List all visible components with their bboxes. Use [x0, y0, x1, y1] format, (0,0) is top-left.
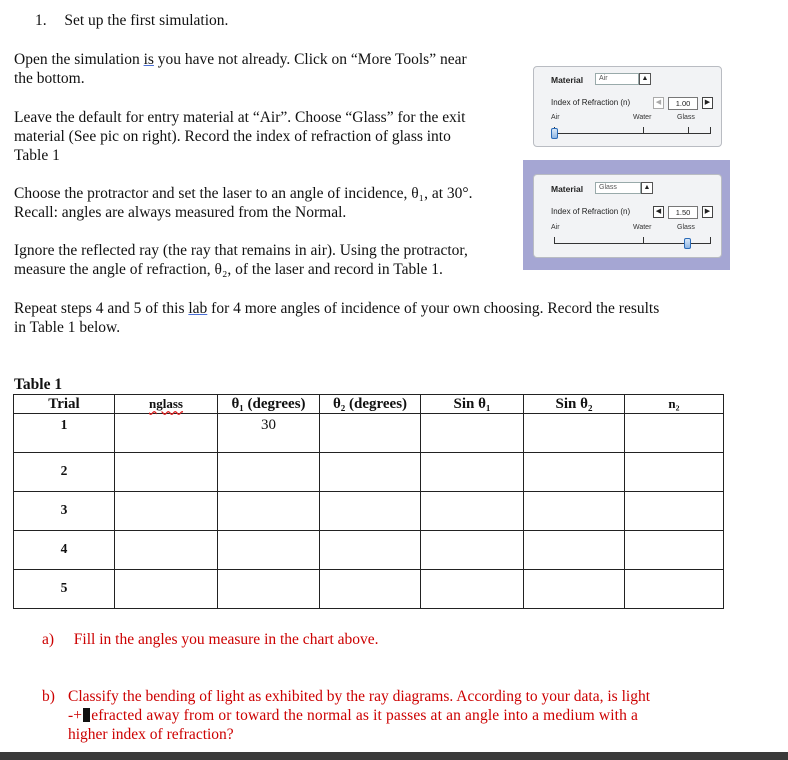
- header-sin-theta2: Sin θ₂: [524, 395, 625, 414]
- decrement-icon[interactable]: ◀: [653, 206, 664, 218]
- theta1-cell[interactable]: [218, 453, 320, 492]
- header-nglass: [115, 395, 218, 414]
- tick-label-glass: Glass: [677, 224, 695, 231]
- grammar-flag-word: lab: [188, 300, 208, 317]
- question-b: [68, 687, 698, 744]
- theta1-cell[interactable]: [218, 570, 320, 609]
- text-fragment: efracted away from or toward the normal as it passes at an angle into a medium with a: [91, 707, 639, 724]
- text-line: measure the angle of refraction, θ₂, of the laser and record in Table 1.: [14, 261, 443, 278]
- sin-theta1-cell[interactable]: [421, 531, 524, 570]
- header-trial: Trial: [14, 395, 115, 414]
- decrement-icon[interactable]: ◀: [653, 97, 664, 109]
- grammar-flag-word: is: [143, 51, 154, 68]
- slider-tick: [643, 237, 644, 244]
- theta1-cell[interactable]: 30: [218, 414, 320, 453]
- n2-cell[interactable]: [625, 492, 724, 531]
- nglass-cell[interactable]: [115, 531, 218, 570]
- text-fragment: Repeat steps 4 and 5 of this: [14, 300, 189, 317]
- slider-tick: [710, 127, 711, 134]
- text-line: Recall: angles are always measured from the Normal.: [14, 204, 347, 221]
- material-label: Material: [551, 184, 584, 194]
- sin-theta2-cell[interactable]: [524, 492, 625, 531]
- sin-theta1-cell[interactable]: [421, 570, 524, 609]
- header-theta1: θ₁ (degrees): [218, 395, 320, 414]
- table-row: [14, 570, 724, 609]
- trial-cell: 3: [14, 492, 115, 531]
- index-value[interactable]: 1.00: [668, 97, 698, 110]
- slider-tick: [643, 127, 644, 134]
- header-nglass-text: nglass: [149, 396, 183, 411]
- material-dropdown-icon[interactable]: ▲: [641, 182, 653, 194]
- sin-theta1-cell[interactable]: [421, 453, 524, 492]
- slider-tick: [688, 127, 689, 134]
- text-fragment: -+: [68, 707, 83, 724]
- text-line: material (See pic on right). Record the index of refraction of glass into: [14, 128, 451, 145]
- n2-cell[interactable]: [625, 453, 724, 492]
- sin-theta2-cell[interactable]: [524, 453, 625, 492]
- nglass-cell[interactable]: [115, 414, 218, 453]
- sin-theta2-cell[interactable]: [524, 414, 625, 453]
- text-line: the bottom.: [14, 70, 85, 87]
- tick-label-air: Air: [551, 224, 560, 231]
- instruction-open-sim: [14, 50, 467, 88]
- index-label: Index of Refraction (n): [551, 207, 631, 216]
- table-row: [14, 414, 724, 453]
- header-sin-theta1: Sin θ₁: [421, 395, 524, 414]
- theta2-cell[interactable]: [320, 531, 421, 570]
- sin-theta2-cell[interactable]: [524, 570, 625, 609]
- theta1-cell[interactable]: [218, 531, 320, 570]
- trial-cell: 2: [14, 453, 115, 492]
- material-select[interactable]: Air: [595, 73, 639, 85]
- theta1-cell[interactable]: [218, 492, 320, 531]
- increment-icon[interactable]: ▶: [702, 206, 713, 218]
- theta2-cell[interactable]: [320, 453, 421, 492]
- question-b-label: b): [42, 688, 55, 705]
- theta2-cell[interactable]: [320, 570, 421, 609]
- sim-panel-air: [533, 66, 722, 147]
- instruction-choose-glass: [14, 108, 465, 165]
- n2-cell[interactable]: [625, 570, 724, 609]
- question-a: [42, 630, 379, 649]
- increment-icon[interactable]: ▶: [702, 97, 713, 109]
- sin-theta1-cell[interactable]: [421, 492, 524, 531]
- material-select[interactable]: Glass: [595, 182, 641, 194]
- text-line: Table 1: [14, 147, 60, 164]
- slider-tick: [710, 237, 711, 244]
- table-row: [14, 453, 724, 492]
- text-line: Leave the default for entry material at “Air”. Choose “Glass” for the exit: [14, 109, 466, 126]
- theta2-cell[interactable]: [320, 414, 421, 453]
- index-label: Index of Refraction (n): [551, 98, 631, 107]
- index-value[interactable]: 1.50: [668, 206, 698, 219]
- header-n2: n₂: [625, 395, 724, 414]
- text-line: in Table 1 below.: [14, 319, 121, 336]
- table-header-row: [14, 395, 724, 414]
- material-label: Material: [551, 75, 584, 85]
- instruction-refraction: [14, 241, 468, 279]
- text-line: Choose the protractor and set the laser to an angle of incidence, θ₁, at 30°.: [14, 185, 473, 202]
- tick-label-water: Water: [633, 114, 652, 121]
- text-fragment: you have not already. Click on “More Tools” near: [153, 51, 467, 68]
- n2-cell[interactable]: [625, 531, 724, 570]
- table-caption: Table 1: [14, 376, 63, 393]
- trial-cell: 5: [14, 570, 115, 609]
- window-bottom-bar: [0, 752, 788, 760]
- nglass-cell[interactable]: [115, 492, 218, 531]
- header-theta2: θ₂ (degrees): [320, 395, 421, 414]
- theta2-cell[interactable]: [320, 492, 421, 531]
- question-a-text: Fill in the angles you measure in the chart above.: [73, 631, 379, 648]
- material-dropdown-icon[interactable]: ▲: [639, 73, 651, 85]
- text-line: Ignore the reflected ray (the ray that remains in air). Using the protractor,: [14, 242, 468, 259]
- question-b-line: [68, 706, 698, 725]
- instruction-protractor: [14, 184, 472, 222]
- trial-cell: 1: [14, 414, 115, 453]
- slider-tick: [554, 237, 555, 244]
- text-fragment: Open the simulation: [14, 51, 144, 68]
- sim-panel-glass: [533, 174, 722, 258]
- tick-label-water: Water: [633, 224, 652, 231]
- sim-panel-glass-frame: [523, 160, 730, 270]
- sin-theta1-cell[interactable]: [421, 414, 524, 453]
- data-table: [13, 394, 724, 609]
- text-fragment: for 4 more angles of incidence of your own choosing. Record the results: [207, 300, 660, 317]
- n2-cell[interactable]: [625, 414, 724, 453]
- nglass-cell[interactable]: [115, 570, 218, 609]
- instruction-repeat: [14, 299, 659, 337]
- step-title: [35, 11, 228, 30]
- sin-theta2-cell[interactable]: [524, 531, 625, 570]
- tick-label-air: Air: [551, 114, 560, 121]
- slider-thumb[interactable]: [551, 128, 558, 139]
- question-b-line: Classify the bending of light as exhibited by the ray diagrams. According to your data, is light: [68, 688, 650, 705]
- nglass-cell[interactable]: [115, 453, 218, 492]
- step-title-text: Set up the first simulation.: [64, 12, 229, 29]
- question-a-label: a): [42, 631, 55, 648]
- slider-thumb[interactable]: [684, 238, 691, 249]
- text-cursor[interactable]: [83, 708, 90, 722]
- step-number: 1.: [35, 12, 47, 29]
- tick-label-glass: Glass: [677, 114, 695, 121]
- table-row: [14, 531, 724, 570]
- question-b-line: higher index of refraction?: [68, 726, 234, 743]
- trial-cell: 4: [14, 531, 115, 570]
- table-row: [14, 492, 724, 531]
